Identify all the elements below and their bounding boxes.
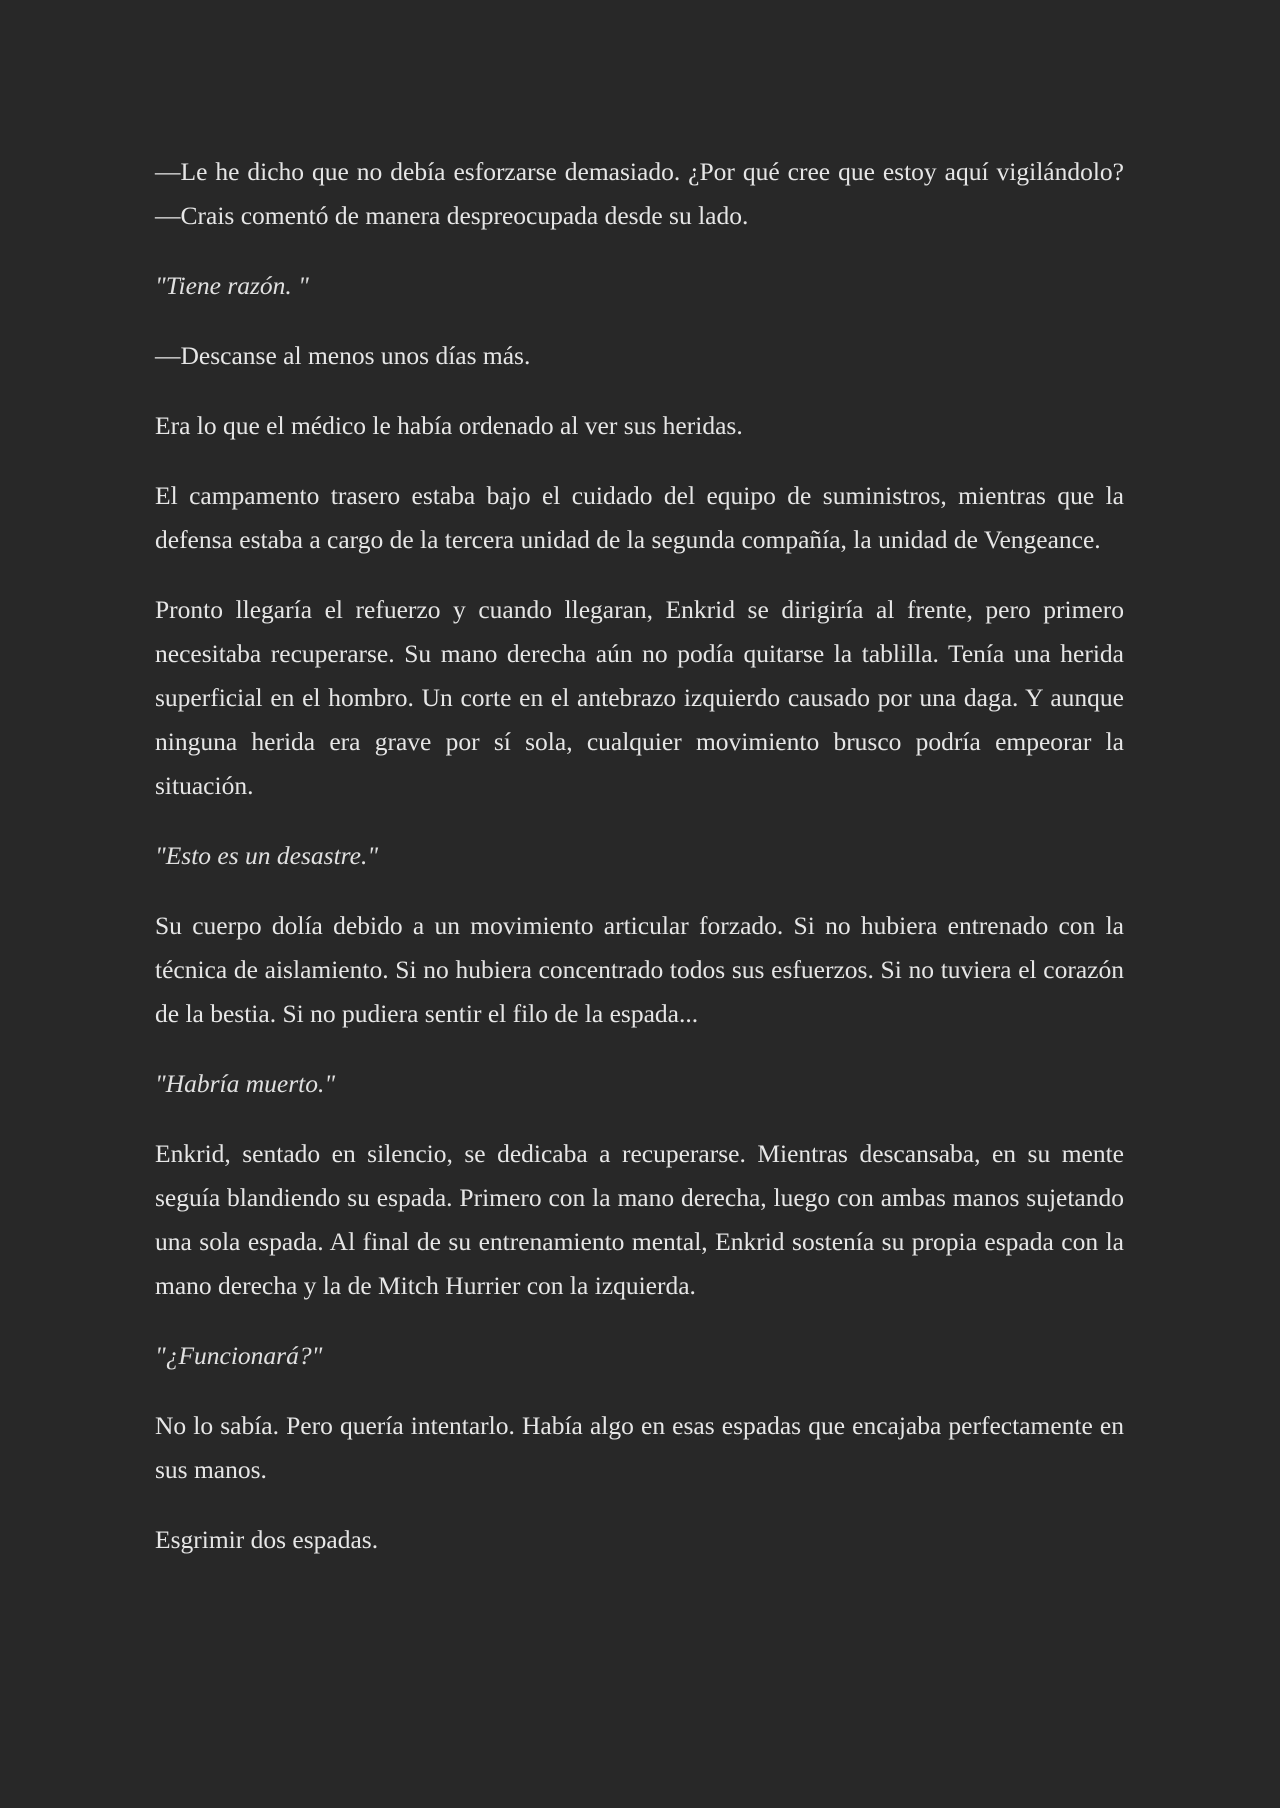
paragraph: Pronto llegaría el refuerzo y cuando llegaran, Enkrid se dirigiría al frente, pero primero necesitaba recuperarse. Su mano derecha aún no podía quitarse la tablilla. Tenía una herida superficial en el hombro. Un corte en el antebrazo izquierdo causado por una daga. Y aunque ninguna herida era grave por sí sola, cualquier movimiento brusco podría empeorar la situación.	[155, 595, 1124, 800]
paragraph: El campamento trasero estaba bajo el cuidado del equipo de suministros, mientras que la defensa estaba a cargo de la tercera unidad de la segunda compañía, la unidad de Vengeance.	[155, 481, 1124, 554]
paragraph: —Le he dicho que no debía esforzarse demasiado. ¿Por qué cree que estoy aquí vigilándolo? —Crais comentó de manera despreocupada desde su lado.	[155, 157, 1124, 230]
paragraph: Enkrid, sentado en silencio, se dedicaba a recuperarse. Mientras descansaba, en su mente seguía blandiendo su espada. Primero con la mano derecha, luego con ambas manos sujetando una sola espada. Al final de su entrenamiento mental, Enkrid sostenía su propia espada con la mano derecha y la de Mitch Hurrier con la izquierda.	[155, 1139, 1124, 1300]
thought-line: "¿Funcionará?"	[155, 1341, 323, 1370]
reader-content	[155, 150, 1124, 1588]
paragraph: Esgrimir dos espadas.	[155, 1525, 379, 1554]
thought-line: "Habría muerto."	[155, 1069, 336, 1098]
paragraph: Era lo que el médico le había ordenado al ver sus heridas.	[155, 411, 743, 440]
paragraph: Su cuerpo dolía debido a un movimiento articular forzado. Si no hubiera entrenado con la técnica de aislamiento. Si no hubiera concentrado todos sus esfuerzos. Si no tuviera el corazón de la bestia. Si no pudiera sentir el filo de la espada...	[155, 911, 1124, 1028]
paragraph: No lo sabía. Pero quería intentarlo. Había algo en esas espadas que encajaba perfectamente en sus manos.	[155, 1411, 1124, 1484]
paragraph: —Descanse al menos unos días más.	[155, 341, 531, 370]
thought-line: "Tiene razón. "	[155, 271, 309, 300]
thought-line: "Esto es un desastre."	[155, 841, 379, 870]
